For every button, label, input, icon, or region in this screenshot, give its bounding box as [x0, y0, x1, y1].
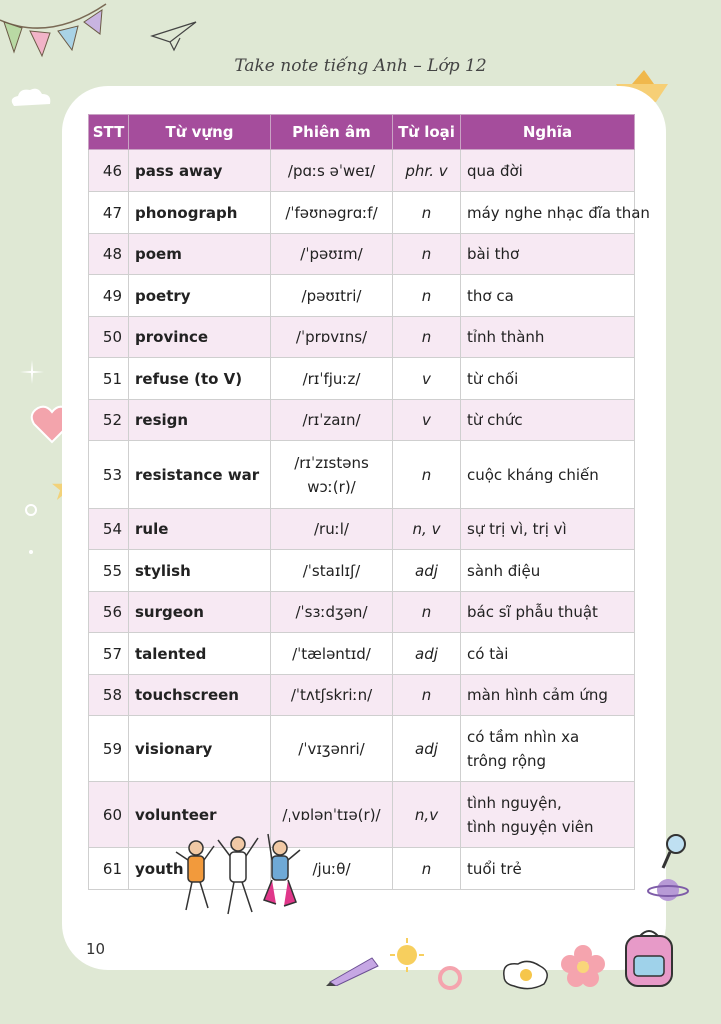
row-meaning-cell	[461, 716, 635, 782]
sparkle-icon	[20, 360, 44, 384]
row-word: talented	[129, 633, 271, 675]
row-word: refuse (to V)	[129, 358, 271, 400]
row-ipa: /ˌvɒlənˈtɪə(r)/	[271, 782, 393, 848]
row-meaning: có tầm nhìn xa	[467, 727, 580, 746]
header-stt: STT	[89, 115, 129, 150]
row-stt: 56	[89, 592, 129, 633]
table-row	[89, 192, 635, 234]
page-header-title: Take note tiếng Anh – Lớp 12	[234, 56, 487, 76]
table-row	[89, 675, 635, 716]
row-word: visionary	[129, 716, 271, 782]
row-word: surgeon	[129, 592, 271, 633]
row-stt: 54	[89, 509, 129, 550]
row-meaning-line2: trông rộng	[467, 751, 547, 770]
row-pos: adj	[393, 633, 461, 675]
row-ipa: /ˈtæləntɪd/	[271, 633, 393, 675]
table-row	[89, 509, 635, 550]
header-word: Từ vựng	[129, 115, 271, 150]
row-ipa: /ruːl/	[271, 509, 393, 550]
row-ipa: /ˈprɒvɪns/	[271, 317, 393, 358]
row-meaning: tỉnh thành	[461, 317, 635, 358]
row-ipa: /ˈfəʊnəgrɑːf/	[271, 192, 393, 234]
table-row	[89, 716, 635, 782]
row-word: poetry	[129, 275, 271, 317]
row-meaning: qua đời	[461, 150, 635, 192]
row-word: poem	[129, 234, 271, 275]
row-pos: n	[393, 675, 461, 716]
row-stt: 48	[89, 234, 129, 275]
row-ipa: /pɑːs əˈweɪ/	[271, 150, 393, 192]
vocabulary-table	[88, 114, 650, 890]
header-ipa: Phiên âm	[271, 115, 393, 150]
row-stt: 51	[89, 358, 129, 400]
row-meaning: bài thơ	[461, 234, 635, 275]
row-word: resistance war	[129, 441, 271, 509]
dot-decoration	[24, 502, 38, 562]
row-word: rule	[129, 509, 271, 550]
row-ipa: /rɪˈzaɪn/	[271, 400, 393, 441]
row-pos: n, v	[393, 509, 461, 550]
jumping-kids-illustration	[172, 830, 312, 930]
table-row	[89, 150, 635, 192]
table-row	[89, 633, 635, 675]
table-row	[89, 848, 635, 890]
table-row	[89, 400, 635, 441]
row-pos: v	[393, 358, 461, 400]
row-word: phonograph	[129, 192, 271, 234]
row-stt: 59	[89, 716, 129, 782]
row-stt: 46	[89, 150, 129, 192]
backpack-icon	[620, 928, 678, 990]
flower-icon	[556, 940, 610, 994]
row-meaning-line2: tình nguyện viên	[467, 817, 594, 836]
row-meaning: có tài	[461, 633, 635, 675]
row-stt: 55	[89, 550, 129, 592]
row-word: province	[129, 317, 271, 358]
row-stt: 61	[89, 848, 129, 890]
row-meaning: tình nguyện,	[467, 793, 562, 812]
row-meaning: bác sĩ phẫu thuật	[461, 592, 635, 633]
row-meaning: màn hình cảm ứng	[461, 675, 635, 716]
row-meaning: từ chối	[461, 358, 635, 400]
planet-icon	[646, 874, 690, 906]
table-header-row	[89, 115, 635, 150]
row-stt: 52	[89, 400, 129, 441]
row-word: resign	[129, 400, 271, 441]
row-pos: n	[393, 848, 461, 890]
row-meaning: tuổi trẻ	[461, 848, 635, 890]
header-pos: Từ loại	[393, 115, 461, 150]
circle-decoration	[436, 964, 464, 992]
row-ipa: /rɪˈfjuːz/	[271, 358, 393, 400]
row-ipa: /rɪˈzɪstəns	[294, 453, 369, 472]
row-pos: adj	[393, 550, 461, 592]
row-meaning: sự trị vì, trị vì	[461, 509, 635, 550]
row-ipa-line2: wɔː(r)/	[307, 477, 356, 496]
table-row	[89, 550, 635, 592]
row-ipa: /juːθ/	[271, 848, 393, 890]
row-stt: 47	[89, 192, 129, 234]
row-pos: adj	[393, 716, 461, 782]
row-meaning: máy nghe nhạc đĩa than	[461, 192, 635, 234]
row-word: stylish	[129, 550, 271, 592]
pencil-icon	[324, 952, 384, 986]
row-meaning: từ chức	[461, 400, 635, 441]
row-ipa: /ˈtʌtʃskriːn/	[271, 675, 393, 716]
row-ipa: /ˈstaɪlɪʃ/	[271, 550, 393, 592]
row-word: pass away	[129, 150, 271, 192]
table-row	[89, 317, 635, 358]
table-row	[89, 234, 635, 275]
row-pos: n	[393, 234, 461, 275]
row-stt: 60	[89, 782, 129, 848]
table-row	[89, 358, 635, 400]
paper-plane-icon	[150, 18, 200, 54]
row-pos: n	[393, 192, 461, 234]
row-pos: n,v	[393, 782, 461, 848]
header-meaning: Nghĩa	[461, 115, 635, 150]
fried-egg-icon	[500, 958, 552, 992]
row-ipa: /ˈsɜːdʒən/	[271, 592, 393, 633]
magnifier-icon	[660, 832, 690, 872]
row-stt: 58	[89, 675, 129, 716]
row-meaning: cuộc kháng chiến	[461, 441, 635, 509]
table-row	[89, 592, 635, 633]
row-meaning: thơ ca	[461, 275, 635, 317]
bunting-flags-icon	[0, 0, 110, 60]
row-stt: 50	[89, 317, 129, 358]
row-ipa: /ˈpəʊɪm/	[271, 234, 393, 275]
row-ipa-cell	[271, 441, 393, 509]
table-row	[89, 275, 635, 317]
row-pos: n	[393, 592, 461, 633]
row-word: touchscreen	[129, 675, 271, 716]
page-number: 10	[86, 940, 106, 958]
row-stt: 49	[89, 275, 129, 317]
row-word: volunteer	[129, 782, 271, 848]
row-meaning: sành điệu	[461, 550, 635, 592]
row-pos: n	[393, 275, 461, 317]
sun-icon	[390, 938, 424, 972]
row-pos: phr. v	[393, 150, 461, 192]
row-word: youth	[129, 848, 271, 890]
row-stt: 53	[89, 441, 129, 509]
row-pos: n	[393, 441, 461, 509]
row-ipa: /pəʊɪtri/	[271, 275, 393, 317]
row-stt: 57	[89, 633, 129, 675]
cloud-icon	[8, 86, 54, 110]
row-pos: n	[393, 317, 461, 358]
row-pos: v	[393, 400, 461, 441]
row-meaning-cell	[461, 782, 635, 848]
table-row	[89, 441, 635, 509]
table-row	[89, 782, 635, 848]
row-ipa: /ˈvɪʒənri/	[271, 716, 393, 782]
